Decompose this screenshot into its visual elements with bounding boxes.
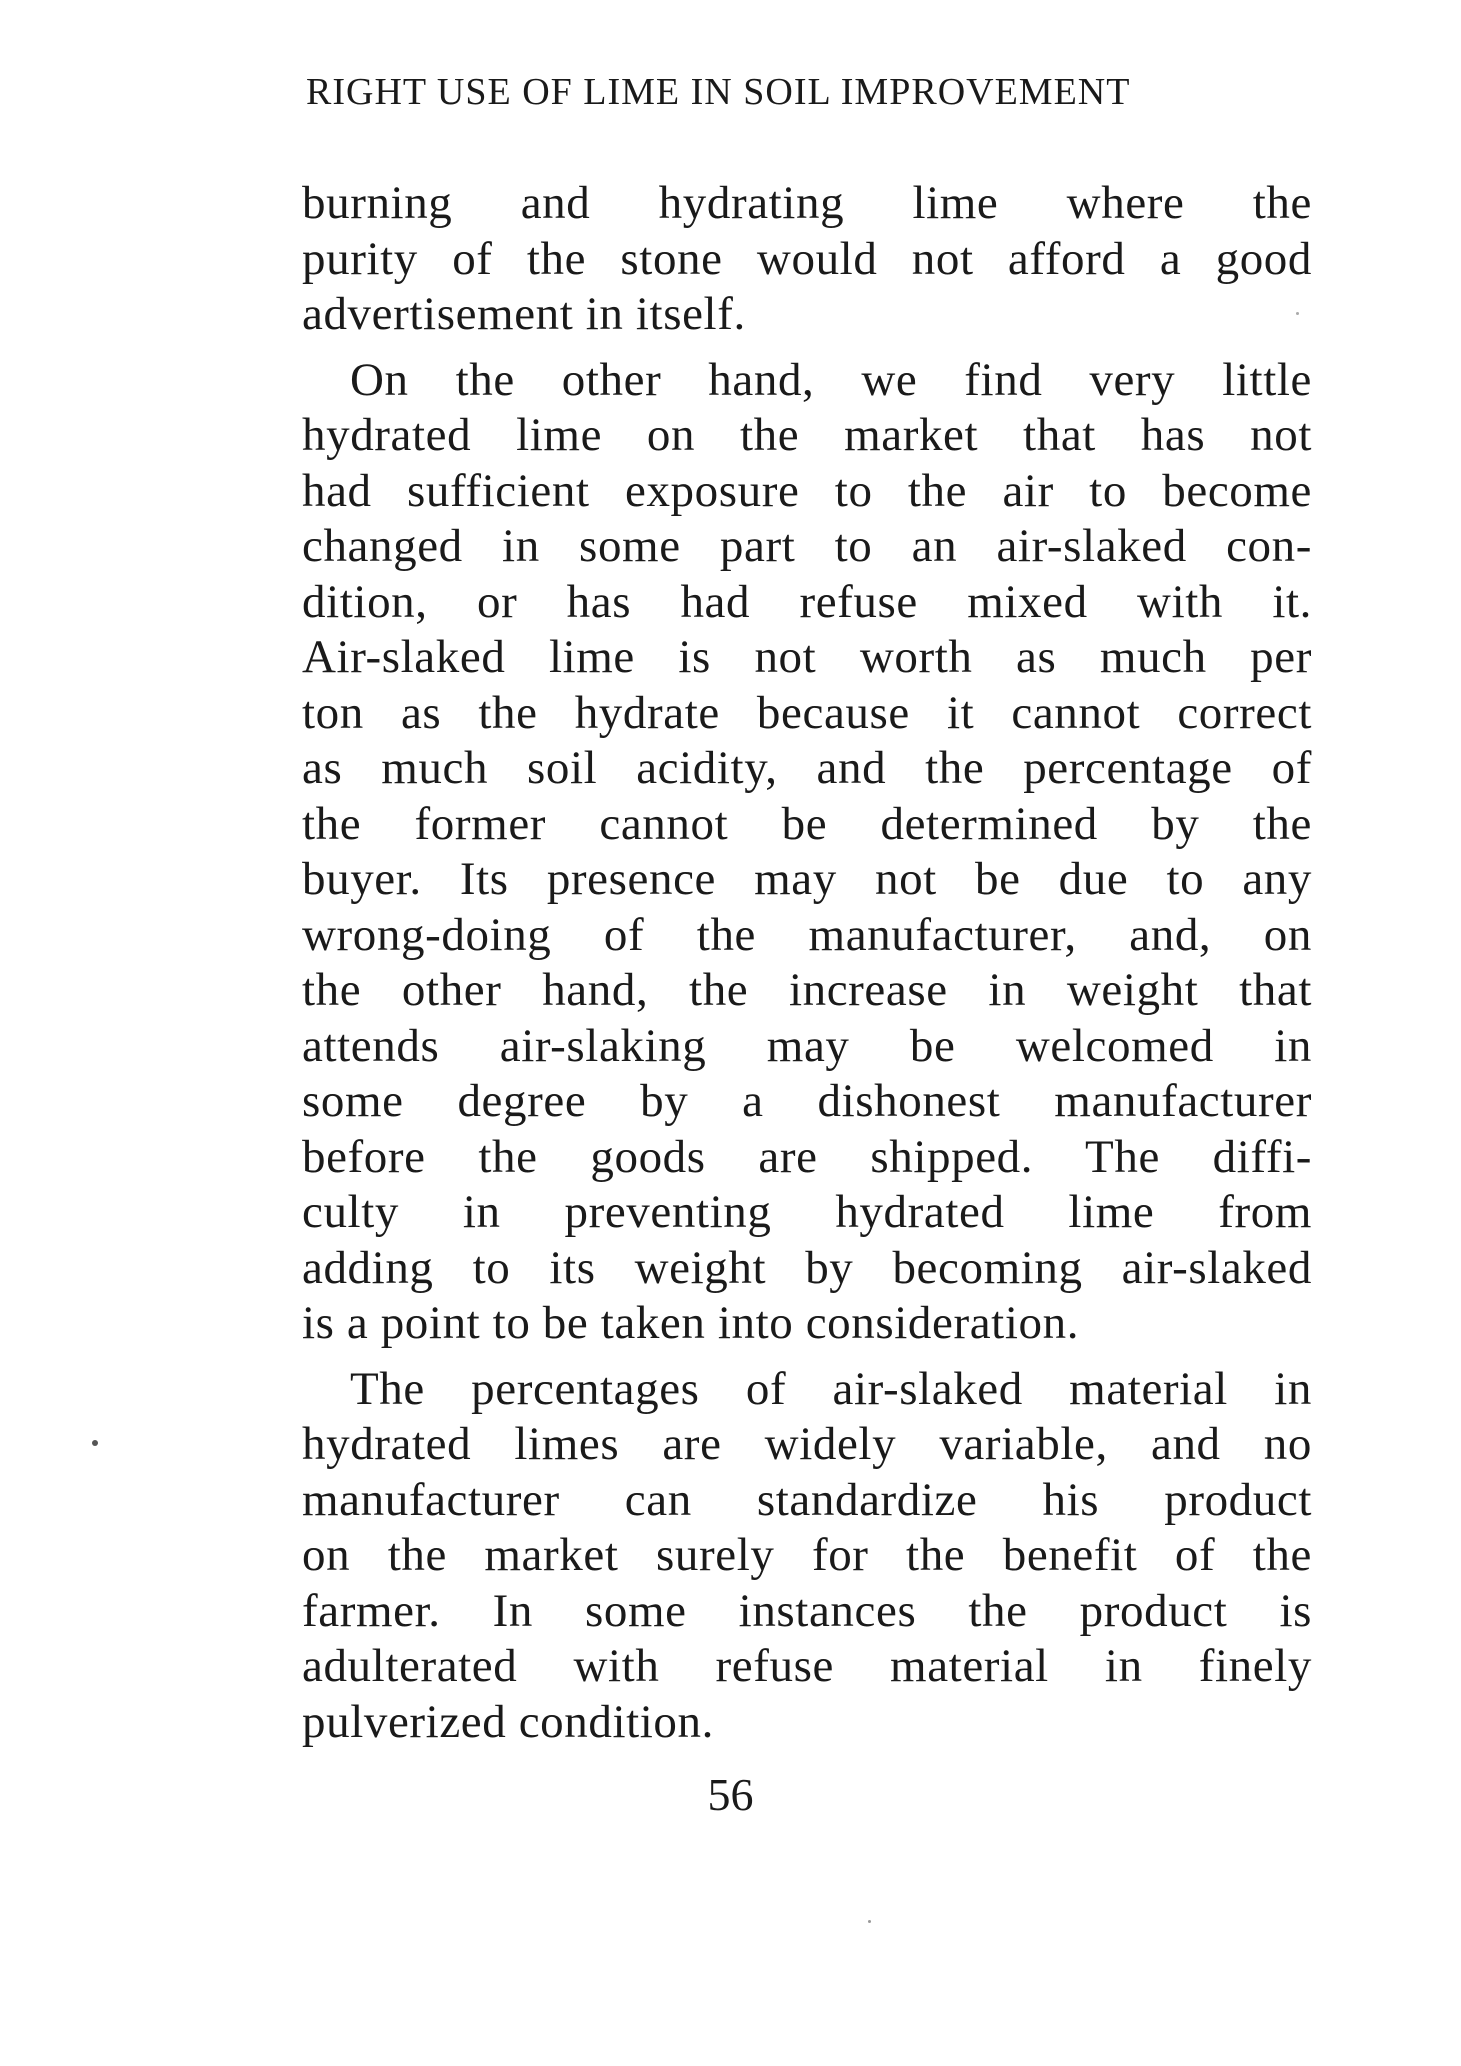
text-line: ton as the hydrate because it cannot correct [302, 686, 1312, 739]
print-speck [92, 1440, 98, 1446]
text-line: attends air-slaking may be welcomed in [302, 1019, 1312, 1072]
text-line: changed in some part to an air-slaked con- [302, 520, 1312, 572]
text-line: pulverized condition. [302, 1695, 714, 1748]
text-line: dition, or has had refuse mixed with it. [302, 575, 1312, 628]
text-line: hydrated limes are widely variable, and no [302, 1418, 1312, 1470]
text-line: farmer. In some instances the product is [302, 1584, 1312, 1637]
print-speck [1296, 312, 1299, 315]
text-line: The percentages of air-slaked material in [350, 1362, 1312, 1415]
text-line: On the other hand, we find very little [350, 353, 1312, 406]
paragraph-3 [302, 1362, 1312, 1751]
text-line: the other hand, the increase in weight that [302, 964, 1312, 1016]
page-number: 56 [707, 1769, 754, 1820]
running-head: RIGHT USE OF LIME IN SOIL IMPROVEMENT [306, 71, 1131, 113]
body-text [302, 176, 1312, 1750]
text-line: burning and hydrating lime where the [302, 177, 1312, 229]
text-line: buyer. Its presence may not be due to any [302, 853, 1312, 905]
text-line: purity of the stone would not afford a good [302, 232, 1312, 285]
text-line: manufacturer can standardize his product [302, 1473, 1312, 1526]
text-line: the former cannot be determined by the [302, 797, 1312, 850]
text-line: Air-slaked lime is not worth as much per [302, 631, 1312, 683]
text-line: as much soil acidity, and the percentage of [302, 742, 1312, 794]
text-line: culty in preventing hydrated lime from [302, 1186, 1312, 1238]
print-speck [868, 1920, 871, 1923]
text-line: had sufficient exposure to the air to become [302, 464, 1312, 517]
text-line: adding to its weight by becoming air-slaked [302, 1241, 1312, 1294]
text-line: hydrated lime on the market that has not [302, 409, 1312, 461]
text-line: advertisement in itself. [302, 288, 746, 340]
text-line: wrong-doing of the manufacturer, and, on [302, 908, 1312, 961]
text-line: some degree by a dishonest manufacturer [302, 1075, 1312, 1127]
text-line: on the market surely for the benefit of the [302, 1529, 1312, 1581]
paragraph-2 [302, 353, 1312, 1352]
text-line: adulterated with refuse material in finely [302, 1640, 1312, 1692]
text-line: is a point to be taken into consideration. [302, 1297, 1080, 1349]
paragraph-1 [302, 176, 1312, 343]
text-line: before the goods are shipped. The diffi- [302, 1130, 1312, 1183]
